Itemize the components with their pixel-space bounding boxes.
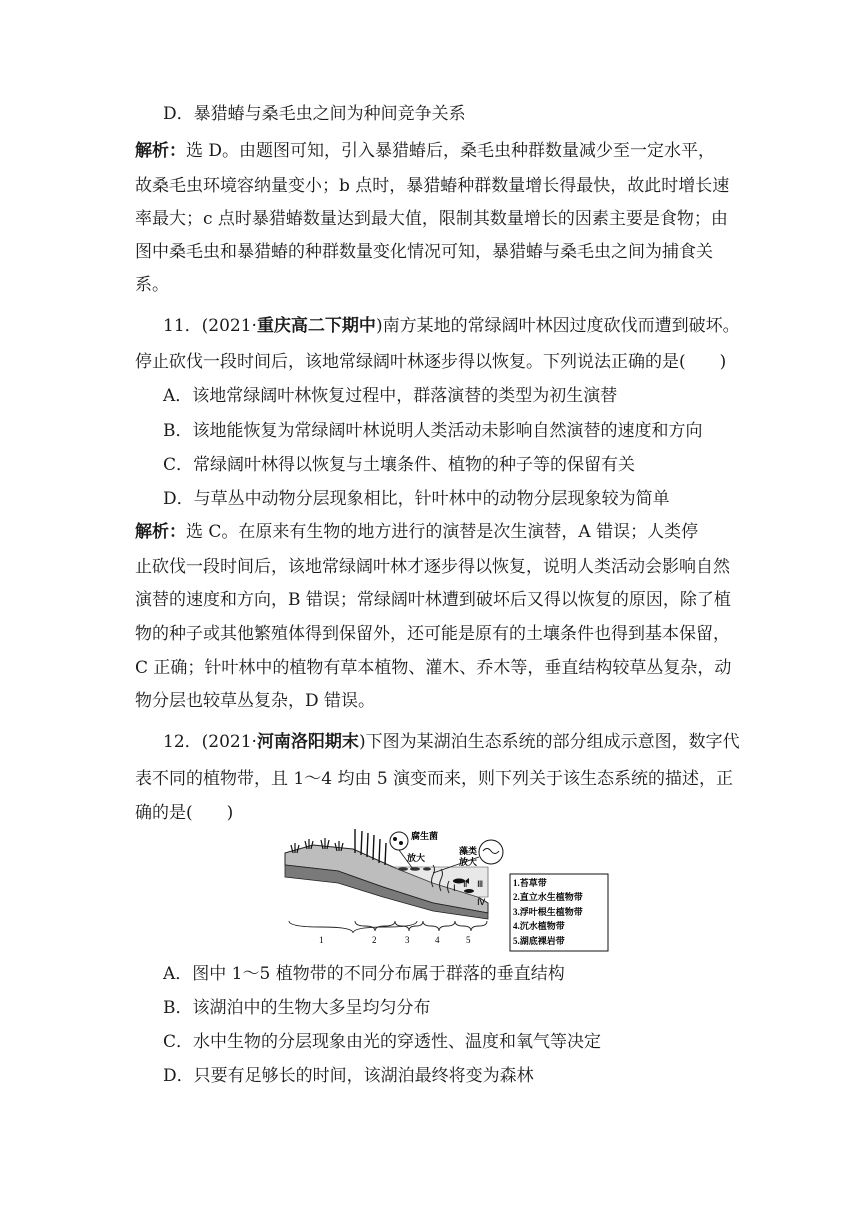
q11-analysis-line-3: 演替的速度和方向，B 错误；常绿阔叶林遭到破坏后又得以恢复的原因，除了植	[135, 590, 731, 610]
zone-4: 4	[435, 935, 440, 945]
q10-analysis-line-1: 解析：选 D。由题图可知，引入暴猎蝽后，桑毛虫种群数量减少至一定水平，	[135, 141, 716, 161]
q11-stem-line-2: 停止砍伐一段时间后，该地常绿阔叶林逐步得以恢复。下列说法正确的是( )	[135, 352, 727, 372]
zone-3: 3	[405, 935, 410, 945]
q10-analysis-line-2: 故桑毛虫环境容纳量变小；b 点时，暴猎蝽种群数量增长得最快，故此时增长速	[135, 176, 730, 196]
q11-option-d: D．与草丛中动物分层现象相比，针叶林中的动物分层现象较为简单	[163, 489, 670, 509]
q12-stem-line-1: 12．(2021·河南洛阳期末)下图为某湖泊生态系统的部分组成示意图，数字代	[163, 732, 740, 752]
q12-option-a: A．图中 1～5 植物带的不同分布属于群落的垂直结构	[163, 964, 565, 984]
roman-3: Ⅲ	[477, 879, 484, 889]
algae-magnify-circle	[479, 840, 503, 864]
legend-item-1: 1.苔草带	[513, 878, 547, 888]
roman-4: Ⅳ	[477, 897, 486, 907]
q12-option-b: B．该湖泊中的生物大多呈均匀分布	[163, 998, 431, 1018]
q12-stem-line-3: 确的是( )	[135, 803, 234, 823]
q11-option-a: A．该地常绿阔叶林恢复过程中，群落演替的类型为初生演替	[163, 386, 618, 406]
q11-source: 重庆高二下期中	[256, 316, 376, 336]
q11-analysis-line-5: C 正确；针叶林中的植物有草本植物、灌木、乔木等，垂直结构较草丛复杂，动	[135, 658, 732, 678]
zone-2: 2	[372, 935, 377, 945]
label-decomposer: 腐生菌	[411, 831, 439, 841]
q10-analysis-line-5: 系。	[135, 275, 169, 295]
analysis-label: 解析：	[135, 141, 186, 161]
zone-1: 1	[319, 935, 324, 945]
legend-item-4: 4.沉水植物带	[513, 921, 565, 931]
q10-analysis-line-3: 率最大；c 点时暴猎蝽数量达到最大值，限制其数量增长的因素主要是食物；由	[135, 209, 728, 229]
label-algae: 藻类	[459, 846, 478, 856]
q10-option-d: D．暴猎蝽与桑毛虫之间为种间竞争关系	[163, 104, 466, 124]
zone-braces	[289, 921, 487, 933]
q11-analysis-line-1: 解析：选 C。在原来有生物的地方进行的演替是次生演替，A 错误；人类停	[135, 522, 699, 542]
legend-item-5: 5.湖底裸岩带	[513, 936, 565, 946]
decomposer-magnify-circle	[390, 832, 408, 850]
q11-analysis-line-2: 止砍伐一段时间后，该地常绿阔叶林才逐步得以恢复，说明人类活动会影响自然	[135, 557, 730, 577]
floating-leaves	[398, 867, 431, 871]
q12-option-d: D．只要有足够长的时间，该湖泊最终将变为森林	[163, 1066, 534, 1086]
legend-item-3: 3.浮叶根生植物带	[513, 907, 583, 917]
q12-source: 河南洛阳期末	[256, 732, 359, 752]
q12-option-c: C．水中生物的分层现象由光的穿透性、温度和氧气等决定	[163, 1032, 602, 1052]
legend-item-2: 2.直立水生植物带	[513, 892, 583, 902]
roman-1: Ⅰ	[453, 883, 456, 893]
q11-analysis-line-4: 物的种子或其他繁殖体得到保留外，还可能是原有的土壤条件也得到基本保留，	[135, 624, 730, 644]
lake-ecosystem-figure	[283, 829, 610, 953]
zone-5: 5	[466, 935, 471, 945]
q11-analysis-line-6: 物分层也较草丛复杂，D 错误。	[135, 691, 376, 711]
roman-2: Ⅱ	[463, 879, 468, 889]
q11-stem-line-1: 11．(2021·重庆高二下期中)南方某地的常绿阔叶林因过度砍伐而遭到破坏。	[163, 316, 740, 336]
label-magnify-1: 放大	[407, 853, 426, 863]
analysis-label: 解析：	[135, 522, 186, 542]
q11-option-c: C．常绿阔叶林得以恢复与土壤条件、植物的种子等的保留有关	[163, 455, 636, 475]
zone-numbers	[319, 935, 471, 945]
label-magnify-2: 放大	[459, 857, 478, 867]
q12-stem-line-2: 表不同的植物带，且 1～4 均由 5 演变而来，则下列关于该生态系统的描述，正	[135, 769, 734, 789]
q10-analysis-line-4: 图中桑毛虫和暴猎蝽的种群数量变化情况可知，暴猎蝽与桑毛虫之间为捕食关	[135, 242, 713, 262]
q11-option-b: B．该地能恢复为常绿阔叶林说明人类活动未影响自然演替的速度和方向	[163, 421, 703, 441]
